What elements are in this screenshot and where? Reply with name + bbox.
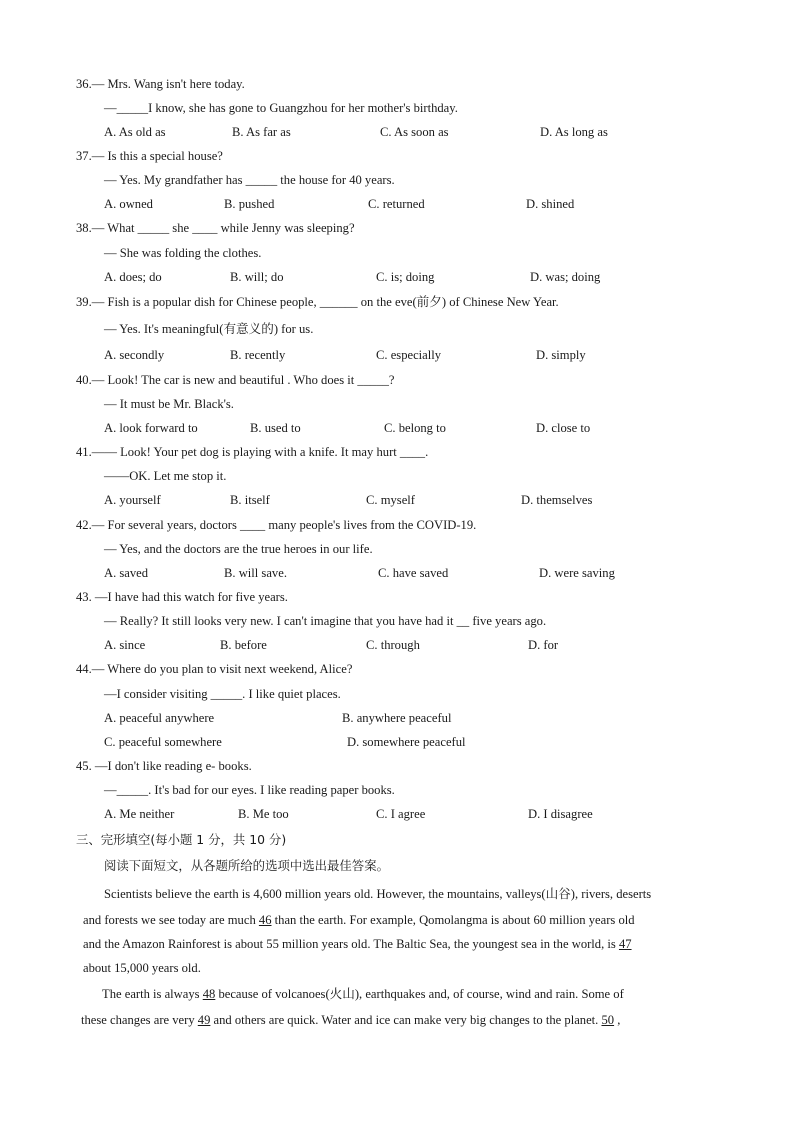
option-c: C. As soon as bbox=[380, 125, 449, 139]
blank-49: 49 bbox=[197, 1013, 211, 1027]
option-d: D. for bbox=[528, 638, 559, 652]
option-a: A. yourself bbox=[104, 493, 161, 507]
option-a: A. peaceful anywhere bbox=[104, 711, 215, 725]
option-a: A. As old as bbox=[104, 125, 166, 139]
option-c: C. I agree bbox=[376, 807, 426, 821]
option-c: C. returned bbox=[368, 197, 425, 211]
option-c: C. have saved bbox=[378, 566, 449, 580]
question-stem: 43. —I have had this watch for five years. bbox=[76, 590, 288, 604]
option-a: A. secondly bbox=[104, 348, 165, 362]
option-d: D. themselves bbox=[521, 493, 593, 507]
option-d: D. was; doing bbox=[530, 270, 601, 284]
option-a: A. owned bbox=[104, 197, 153, 211]
option-d: D. As long as bbox=[540, 125, 608, 139]
section-instruction: 阅读下面短文，从各题所给的选项中选出最佳答案。 bbox=[104, 858, 389, 873]
question-stem: 39.— Fish is a popular dish for Chinese people, ______ on the eve(前夕) of Chinese New Year. bbox=[76, 295, 559, 309]
passage-line: The earth is always 48 because of volcanoes(火山), earthquakes and, of course, wind and rain. Some of bbox=[102, 987, 624, 1001]
question-stem: 41.—— Look! Your pet dog is playing with a knife. It may hurt ____. bbox=[76, 445, 429, 459]
option-b: B. used to bbox=[250, 421, 301, 435]
option-c: C. peaceful somewhere bbox=[104, 735, 222, 749]
question-reply: —_____I know, she has gone to Guangzhou for her mother's birthday. bbox=[104, 101, 458, 115]
option-d: D. close to bbox=[536, 421, 591, 435]
question-stem: 37.— Is this a special house? bbox=[76, 149, 223, 163]
question-reply: — Yes, and the doctors are the true heroes in our life. bbox=[104, 542, 373, 556]
option-b: B. anywhere peaceful bbox=[342, 711, 452, 725]
option-b: B. will; do bbox=[230, 270, 284, 284]
question-stem: 40.— Look! The car is new and beautiful . Who does it _____? bbox=[76, 373, 395, 387]
passage-line: and the Amazon Rainforest is about 55 million years old. The Baltic Sea, the youngest sea in the world, is 47 bbox=[83, 937, 632, 951]
passage-line: and forests we see today are much 46 than the earth. For example, Qomolangma is about 60 million years old bbox=[83, 913, 635, 927]
question-stem: 42.— For several years, doctors ____ many people's lives from the COVID-19. bbox=[76, 518, 477, 532]
question-reply: ——OK. Let me stop it. bbox=[104, 469, 227, 483]
option-c: C. myself bbox=[366, 493, 415, 507]
option-d: D. I disagree bbox=[528, 807, 593, 821]
option-b: B. recently bbox=[230, 348, 286, 362]
blank-48: 48 bbox=[202, 987, 216, 1001]
question-stem: 44.— Where do you plan to visit next weekend, Alice? bbox=[76, 662, 353, 676]
option-a: A. look forward to bbox=[104, 421, 198, 435]
option-d: D. somewhere peaceful bbox=[347, 735, 466, 749]
option-c: C. belong to bbox=[384, 421, 446, 435]
passage-line: Scientists believe the earth is 4,600 million years old. However, the mountains, valleys(山谷), rivers, deserts bbox=[104, 887, 652, 901]
option-c: C. is; doing bbox=[376, 270, 435, 284]
option-a: A. saved bbox=[104, 566, 149, 580]
question-reply: —_____. It's bad for our eyes. I like reading paper books. bbox=[104, 783, 395, 797]
option-d: D. shined bbox=[526, 197, 575, 211]
passage-line: about 15,000 years old. bbox=[83, 961, 201, 975]
section-title: 三、完形填空(每小题 1 分，共 10 分) bbox=[76, 832, 287, 847]
option-a: A. since bbox=[104, 638, 146, 652]
option-d: D. were saving bbox=[539, 566, 615, 580]
option-b: B. will save. bbox=[224, 566, 287, 580]
question-reply: — Yes. My grandfather has _____ the house for 40 years. bbox=[104, 173, 395, 187]
question-reply: — Really? It still looks very new. I can't imagine that you have had it __ five years ago. bbox=[104, 614, 547, 628]
option-b: B. before bbox=[220, 638, 267, 652]
question-stem: 36.— Mrs. Wang isn't here today. bbox=[76, 77, 245, 91]
option-b: B. pushed bbox=[224, 197, 275, 211]
question-stem: 38.— What _____ she ____ while Jenny was sleeping? bbox=[76, 221, 355, 235]
option-c: C. especially bbox=[376, 348, 442, 362]
question-stem: 45. —I don't like reading e- books. bbox=[76, 759, 252, 773]
blank-47: 47 bbox=[618, 937, 632, 951]
option-a: A. Me neither bbox=[104, 807, 175, 821]
option-b: B. Me too bbox=[238, 807, 289, 821]
question-reply: — She was folding the clothes. bbox=[104, 246, 262, 260]
option-a: A. does; do bbox=[104, 270, 162, 284]
blank-46: 46 bbox=[258, 913, 272, 927]
blank-50: 50 bbox=[601, 1013, 615, 1027]
question-reply: —I consider visiting _____. I like quiet places. bbox=[104, 687, 341, 701]
question-reply: — It must be Mr. Black's. bbox=[104, 397, 234, 411]
option-d: D. simply bbox=[536, 348, 586, 362]
option-b: B. As far as bbox=[232, 125, 291, 139]
question-reply: — Yes. It's meaningful(有意义的) for us. bbox=[104, 322, 314, 336]
option-b: B. itself bbox=[230, 493, 270, 507]
passage-line: these changes are very 49 and others are quick. Water and ice can make very big changes to the planet. 50 , bbox=[81, 1013, 621, 1027]
option-c: C. through bbox=[366, 638, 420, 652]
